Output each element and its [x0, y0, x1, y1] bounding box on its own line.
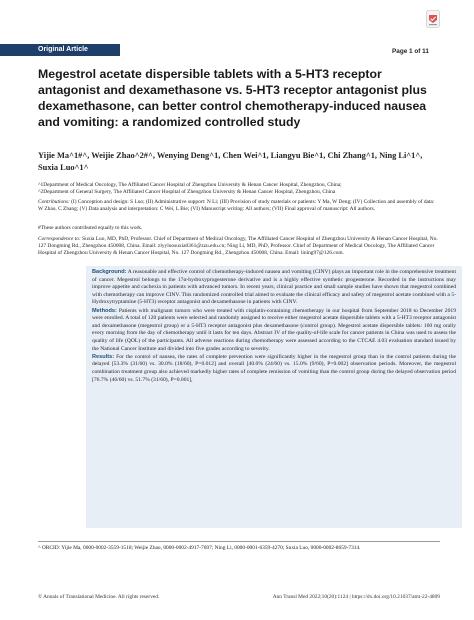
correspondence: [38, 236, 440, 258]
abstract-background: [92, 269, 456, 307]
abstract-results: [92, 354, 456, 384]
methods-text: Patients with malignant tumors who were treated with cisplatin-containing chemotherapy in our hospital from September 2018 to December 2019 were enrolled. A total of 120 patients were selected and randomly assigned to receive either megestrol acetate dispersible tablets with a 5-HT3 receptor antagonist and dexamethasone (megestrol group) or a 5-HT3 receptor antagonist plus dexamethasone (control group). Megestrol acetate dispersible tablets: 160 mg orally every morning from the day of chemotherapy until it lasts for ten days. Abstract IV of the quality-of-life scale for cancer patients in China was used to assess the quality of life (QOL) of the participants. All adverse reactions during chemotherapy were assessed according to the CTCAE 4.03 evaluation standard issued by the National Cancer Institute and divided into five grades according to severity.: [92, 307, 456, 352]
contributions-label: Contributions:: [38, 199, 70, 205]
background-text: A reasonable and effective control of chemotherapy-induced nausea and vomiting (CINV) plays an important role in the comprehensive treatment of cancer. Megestrol belongs to the 17α-hydroxyprogesterone derivative and is a highly effective synthetic progesterone. Recorded in the instructions may improve appetite and cachexia in patients with advanced tumors. In recent years, clinical practice and small sample studies have shown that megestrol combined with chemotherapy can improve CINV. This randomized controlled trial aimed to evaluate the clinical efficacy and safety of megestrol acetate combined with a 5-Hydroxytryptamine (5-HT3) receptor antagonist and dexamethasone in patients with CINV.: [92, 269, 456, 306]
citation-text: Ann Transl Med 2022;10(20):1124 | https://dx.doi.org/10.21037/atm-22-4809: [272, 594, 440, 600]
orcid-footnote: ^ ORCID: Yijie Ma, 0000-0002-3559-1518; Weijie Zhao, 0000-0002-4917-7697; Ning Li, 0000-0001-6359-4270; Suxia Luo, 0000-0002-8659-7314.: [38, 545, 361, 551]
affiliation-2: ^2Department of General Surgery, The Affiliated Cancer Hospital of Zhengzhou University & Henan Cancer Hospital, Zhengzhou, China: [38, 189, 336, 196]
check-for-updates-icon[interactable]: [426, 10, 440, 28]
correspondence-label: Correspondence to:: [38, 236, 81, 242]
methods-label: Methods:: [92, 307, 117, 314]
abstract-methods: [92, 308, 456, 354]
article-title: Megestrol acetate dispersible tablets with a 5-HT3 receptor antagonist and dexamethasone vs. 5-HT3 receptor antagonist plus dexamethasone, can better control chemotherapy-induced nausea and vomiting: a randomized controlled study: [38, 67, 427, 129]
abstract-box: [86, 266, 462, 528]
footnote-divider: [38, 541, 440, 542]
contributions: [38, 199, 440, 213]
results-text: For the control of nausea, the rates of complete prevention were significantly higher in the megestrol group than in the control patients during the delayed [53.3% (31/60) vs. 30.0% (18/60), P=0.012] and overall [40.0% (24/60) vs. 15.0% (9/60), P=0.002] observation periods. Moreover, the megestrol combination treatment group also achieved markedly higher rates of complete remission of vomiting than the control group during the delayed observation period [76.7% (46/60) vs. 51.7% (31/60), P=0.001],: [92, 353, 457, 383]
article-type-badge: Original Article: [0, 44, 120, 56]
contributions-text: (I) Conception and design: S Luo; (II) Administrative support: N Li; (III) Provision of study materials or patients: Y Ma, W Deng; (IV) Collection and assembly of data: W Zhao, C Zhang; (V) Data analysis and interpretation: C Wei, L Bie; (VI) Manuscript writing: All authors; (VII) Final approval of manuscript: All authors.: [38, 199, 435, 213]
affiliation-1: ^1Department of Medical Oncology, The Affiliated Cancer Hospital of Zhengzhou University & Henan Cancer Hospital, Zhengzhou, China;: [38, 182, 342, 188]
correspondence-text: Suxia Luo, MD, PhD, Professor. Chief of Department of Medical Oncology, The Affiliated Cancer Hospital of Zhengzhou University & Henan Cancer Hospital, No. 127 Dongming Rd., Zhengzhou 450008, China. Email: zlyyluosuxia0361@zzu.edu.cn; Ning Li, MD, PhD, Professor. Chief of Department of Medical Oncology, The Affiliated Cancer Hospital of Zhengzhou University & Henan Cancer Hospital, No. 127 Dongming Rd., Zhengzhou 450008, China. Email: lining97@126.com.: [38, 236, 438, 257]
page-number: Page 1 of 11: [392, 48, 429, 55]
background-label: Background:: [92, 269, 127, 275]
equal-contribution-note: #These authors contributed equally to this work.: [38, 225, 143, 231]
copyright-text: © Annals of Translational Medicine. All rights reserved.: [38, 594, 160, 600]
author-list: Yijie Ma^1#^, Weijie Zhao^2#^, Wenying Deng^1, Chen Wei^1, Liangyu Bie^1, Chi Zhang^1, Ning Li^1^, Suxia Luo^1^: [38, 151, 423, 172]
affiliations: [38, 182, 440, 196]
results-label: Results:: [92, 353, 115, 360]
